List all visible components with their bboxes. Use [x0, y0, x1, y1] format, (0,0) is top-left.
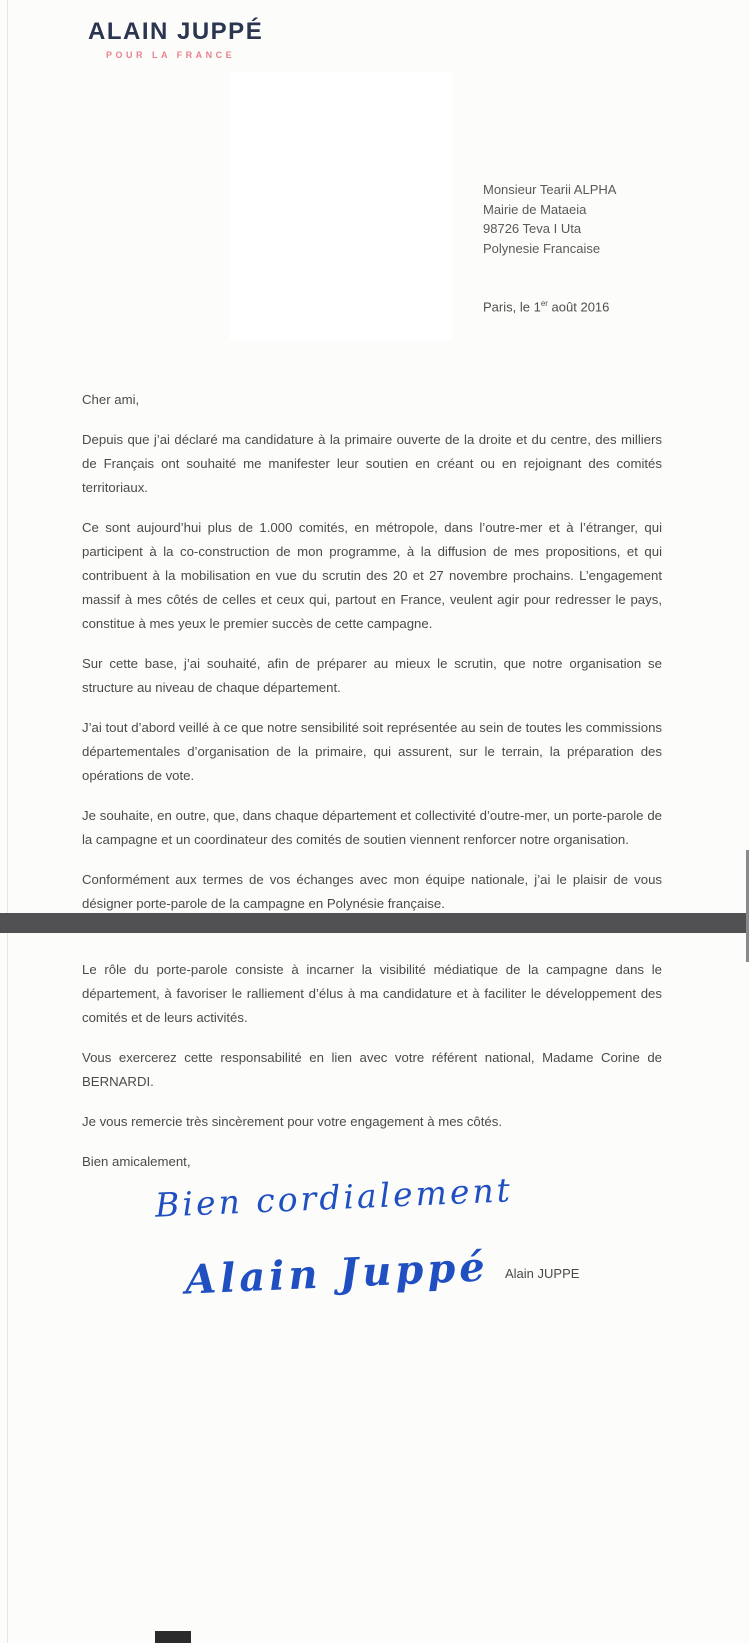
paragraph-5: Je souhaite, en outre, que, dans chaque département et collectivité d’outre-mer, un porte-parole de la campagne et un coordinateur des comités de soutien viennent renforcer notre organisation.	[82, 808, 662, 847]
dateline-suffix: août 2016	[547, 299, 610, 315]
page-break-divider	[0, 913, 749, 933]
paragraph-6: Conformément aux termes de vos échanges avec mon équipe nationale, j’ai le plaisir de vous désigner porte-parole de la campagne en Polynésie française.	[82, 872, 662, 911]
scan-edge-artifact-left	[7, 0, 8, 1643]
signer-typed-name: Alain JUPPE	[505, 1266, 580, 1281]
brand-wordmark: ALAIN JUPPÉ	[88, 18, 264, 45]
dateline-ordinal: er	[540, 299, 548, 308]
letterhead	[88, 18, 263, 60]
letter-body-page1	[82, 388, 662, 932]
handwritten-signature: Alain Juppé	[184, 1243, 490, 1304]
scan-bottom-marker	[155, 1631, 191, 1643]
scan-brightness-artifact	[230, 72, 452, 340]
dateline	[483, 299, 609, 314]
paragraph-8: Vous exercerez cette responsabilité en lien avec votre référent national, Madame Corine de BERNARDI.	[82, 1050, 662, 1089]
dateline-prefix: Paris, le 1	[483, 299, 541, 315]
paragraph-2: Ce sont aujourd’hui plus de 1.000 comités, en métropole, dans l’outre-mer et à l’étranger, qui participent à la co-construction de mon programme, à la diffusion de mes propositions, et qui contribuent à la mobilisation en vue du scrutin des 20 et 27 novembre prochains. L’engagement massif à mes côtés de celles et ceux qui, partout en France, veulent agir pour redresser le pays, constitue à mes yeux le premier succès de cette campagne.	[82, 520, 662, 631]
paragraph-3: Sur cette base, j’ai souhaité, afin de préparer au mieux le scrutin, que notre organisation se structure au niveau de chaque département.	[82, 656, 662, 695]
salutation: Cher ami,	[82, 392, 140, 407]
paragraph-4: J’ai tout d’abord veillé à ce que notre sensibilité soit représentée au sein de toutes les commissions départementales d’organisation de la primaire, qui assurent, sur le terrain, la préparation des opérations de vote.	[82, 720, 662, 783]
brand-tagline: POUR LA FRANCE	[106, 50, 236, 60]
paragraph-9: Je vous remercie très sincèrement pour votre engagement à mes côtés.	[82, 1114, 502, 1129]
recipient-address-block	[483, 180, 616, 258]
recipient-org: Mairie de Mataeia	[483, 201, 587, 217]
valediction: Bien amicalement,	[82, 1154, 191, 1169]
recipient-country: Polynesie Francaise	[483, 240, 601, 256]
letter-body-page2	[82, 958, 662, 1190]
paragraph-7: Le rôle du porte-parole consiste à incarner la visibilité médiatique de la campagne dans le département, à favoriser le ralliement d’élus à ma candidature et à faciliter le développement des comités et de leurs activités.	[82, 962, 662, 1025]
recipient-postal: 98726 Teva I Uta	[483, 221, 582, 236]
paragraph-1: Depuis que j’ai déclaré ma candidature à la primaire ouverte de la droite et du centre, des milliers de Français ont souhaité me manifester leur soutien en créant ou en rejoignant des comités territoriaux.	[82, 432, 662, 495]
recipient-name: Monsieur Tearii ALPHA	[483, 182, 617, 197]
handwritten-closing: Bien cordialement	[154, 1170, 514, 1225]
